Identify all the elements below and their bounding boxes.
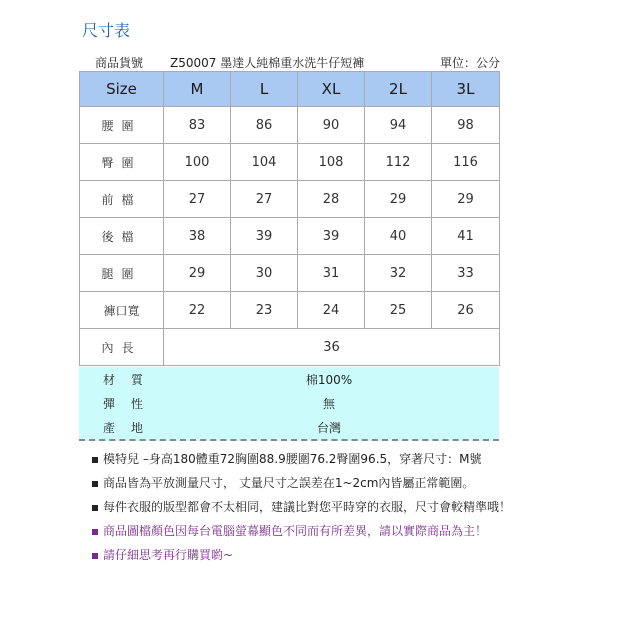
cell: 32 [365, 255, 432, 292]
cell: 98 [432, 107, 500, 144]
cell: 94 [365, 107, 432, 144]
note-text: 每件衣服的版型都會不太相同，建議比對您平時穿的衣服，尺寸會較精準哦！ [103, 500, 512, 514]
cell: 108 [298, 144, 365, 181]
note-text: 請仔細思考再行購買喲~ [103, 548, 234, 562]
row-label: 臀圍 [80, 144, 164, 181]
row-label: 腰圍 [80, 107, 164, 144]
cell: 29 [164, 255, 231, 292]
inseam-label: 內長 [80, 329, 164, 366]
product-code-label: 商品貨號 [95, 56, 144, 70]
cell: 27 [231, 181, 298, 218]
origin-value: 台灣 [316, 421, 341, 435]
cell: 25 [365, 292, 432, 329]
cell: 116 [432, 144, 500, 181]
header-size: Size [80, 72, 164, 107]
cell: 40 [365, 218, 432, 255]
table-row [80, 218, 500, 255]
square-bullet-icon [92, 505, 98, 511]
size-table [79, 71, 500, 366]
unit-label: 單位：公分 [439, 56, 500, 70]
header-l: L [231, 72, 298, 107]
cell: 39 [231, 218, 298, 255]
table-row [80, 292, 500, 329]
cell: 90 [298, 107, 365, 144]
header-3l: 3L [432, 72, 500, 107]
note-text: 商品皆為平放測量尺寸， 丈量尺寸之誤差在1~2cm內皆屬正常範圍。 [103, 476, 475, 490]
row-label: 前檔 [80, 181, 164, 218]
cell: 29 [432, 181, 500, 218]
square-bullet-icon [92, 481, 98, 487]
cell: 28 [298, 181, 365, 218]
header-2l: 2L [365, 72, 432, 107]
list-item [92, 498, 511, 522]
note-text: 模特兒 –身高180體重72胸圍88.9腰圍76.2臀圍96.5，穿著尺寸：M號 [103, 452, 482, 466]
table-row [80, 181, 500, 218]
cell: 22 [164, 292, 231, 329]
page-title: 尺寸表 [82, 21, 131, 40]
cell: 100 [164, 144, 231, 181]
row-label: 褲口寬 [80, 292, 164, 329]
cell: 33 [432, 255, 500, 292]
cell: 39 [298, 218, 365, 255]
material-row [79, 371, 499, 395]
cell: 86 [231, 107, 298, 144]
cell: 83 [164, 107, 231, 144]
origin-label: 產地 [103, 421, 160, 435]
cell: 38 [164, 218, 231, 255]
list-item [92, 450, 511, 474]
material-panel [79, 367, 499, 441]
elasticity-label: 彈性 [103, 397, 160, 411]
list-item [92, 546, 511, 570]
inseam-row [80, 329, 500, 366]
elasticity-value: 無 [322, 397, 335, 411]
list-item [92, 522, 511, 546]
cell: 29 [365, 181, 432, 218]
cell: 31 [298, 255, 365, 292]
cell: 104 [231, 144, 298, 181]
table-row [80, 144, 500, 181]
cell: 27 [164, 181, 231, 218]
cell: 24 [298, 292, 365, 329]
cell: 41 [432, 218, 500, 255]
elasticity-row [79, 395, 499, 419]
cell: 30 [231, 255, 298, 292]
header-xl: XL [298, 72, 365, 107]
origin-row [79, 419, 499, 443]
square-bullet-icon [92, 529, 98, 535]
cell: 26 [432, 292, 500, 329]
table-row [80, 255, 500, 292]
cell: 23 [231, 292, 298, 329]
table-row [80, 107, 500, 144]
inseam-value: 36 [164, 329, 500, 366]
header-m: M [164, 72, 231, 107]
size-header-row [80, 72, 500, 107]
list-item [92, 474, 511, 498]
notes-list [92, 450, 511, 570]
row-label: 腿圍 [80, 255, 164, 292]
cell: 112 [365, 144, 432, 181]
square-bullet-icon [92, 457, 98, 463]
material-value: 棉100% [305, 373, 353, 387]
row-label: 後檔 [80, 218, 164, 255]
product-code-name: Z50007 墨達人純棉重水洗牛仔短褲 [170, 56, 365, 70]
square-bullet-icon [92, 553, 98, 559]
material-label: 材質 [103, 373, 160, 387]
note-text: 商品圖檔顏色因每台電腦螢幕顯色不同而有所差異，請以實際商品為主！ [103, 524, 488, 538]
